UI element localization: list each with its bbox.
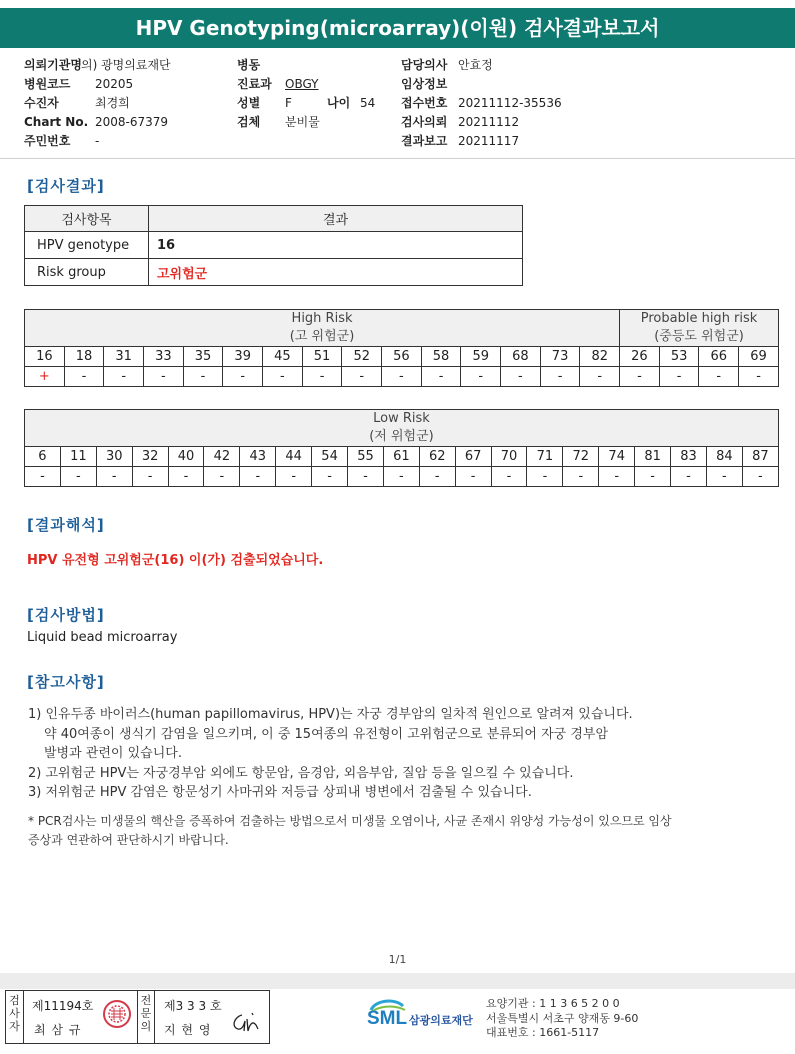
info-label: 임상정보 [401,77,448,91]
label-char: 전 [140,994,152,1007]
tester-license: 제11194호 [32,999,94,1013]
info-label: 성별 [237,96,261,110]
section-title-result: [검사결과] [27,177,105,195]
genotype-result-cell: - [455,467,491,487]
genotype-result-cell: + [25,367,65,387]
risk-group-header-row [25,310,779,347]
genotype-result-cell: - [739,367,779,387]
specialist-label [137,991,155,1043]
genotype-cell: 66 [699,347,739,367]
info-value: 20205 [95,77,134,91]
genotype-row [25,447,779,467]
result-item: HPV genotype [25,232,149,259]
genotype-cell: 70 [491,447,527,467]
low-risk-genotype-table [24,409,779,487]
genotype-result-cell: - [204,467,240,487]
genotype-cell: 54 [312,447,348,467]
genotype-cell: 53 [659,347,699,367]
genotype-result-cell: - [419,467,455,487]
header-result: 결과 [149,206,523,232]
genotype-result-cell: - [168,467,204,487]
genotype-cell: 43 [240,447,276,467]
sml-logo-text: SML [367,1008,408,1029]
genotype-cell: 18 [64,347,104,367]
info-value: 안효정 [458,58,493,72]
sml-logo [365,996,485,1036]
genotype-result-cell: - [64,367,104,387]
genotype-result-cell: - [25,467,61,487]
genotype-result-cell: - [461,367,501,387]
genotype-cell: 58 [421,347,461,367]
genotype-cell: 82 [580,347,620,367]
genotype-cell: 74 [599,447,635,467]
probable-high-risk-subtitle: (중등도 위험군) [654,329,744,344]
genotype-cell: 62 [419,447,455,467]
high-risk-subtitle: (고 위험군) [289,329,355,344]
page-number: 1/1 [388,953,407,966]
genotype-cell: 40 [168,447,204,467]
genotype-row [25,347,779,367]
info-value: 의) 광명의료재단 [81,58,171,72]
label-char: 문 [140,1007,152,1020]
label-char: 검 [9,994,20,1007]
genotype-result-cell: - [183,367,223,387]
age-label: 나이 [327,96,351,110]
note-line: 1) 인유두종 바이러스(human papillomavirus, HPV)는 자궁 경부암의 일차적 원인으로 알려져 있습니다. [28,707,633,722]
note-line: 2) 고위험군 HPV는 자궁경부암 외에도 항문암, 음경암, 외음부암, 질암 등을 일으킬 수 있습니다. [28,765,574,781]
info-column-2 [237,56,375,132]
label-char: 의 [140,1020,152,1033]
info-column-1 [24,56,171,151]
info-label: 병동 [237,58,261,72]
org-code: 요양기관 : 1 1 3 6 5 2 0 0 [486,997,620,1010]
info-value: 최경희 [95,96,130,110]
genotype-cell: 45 [263,347,303,367]
genotype-cell: 69 [739,347,779,367]
result-table [24,205,523,286]
info-value: 20211112 [458,115,520,129]
genotype-cell: 26 [620,347,660,367]
result-item: Risk group [25,259,149,286]
method-text: Liquid bead microarray [27,630,178,645]
genotype-cell: 87 [742,447,778,467]
genotype-result-cell: - [302,367,342,387]
genotype-cell: 71 [527,447,563,467]
genotype-cell: 81 [635,447,671,467]
header-item: 검사항목 [25,206,149,232]
info-label: 병원코드 [24,77,71,91]
genotype-result-cell: - [742,467,778,487]
info-label: 진료과 [237,77,272,91]
info-label: 결과보고 [401,134,448,148]
info-row-patient [24,94,171,113]
high-risk-header [25,310,620,347]
genotype-result-cell: - [540,367,580,387]
genotype-result-cell: - [240,467,276,487]
note-line: 약 40여종이 생식기 감염을 일으키며, 이 중 15여종의 유전형이 고위험군으로 분류되어 자궁 경부암 [44,726,609,742]
genotype-cell: 32 [132,447,168,467]
genotype-result-cell: - [699,367,739,387]
info-label: 검체 [237,115,261,129]
genotype-cell: 39 [223,347,263,367]
interpretation-text: HPV 유전형 고위험군(16) 이(가) 검출되었습니다. [27,553,324,568]
genotype-cell: 52 [342,347,382,367]
genotype-result-cell: - [276,467,312,487]
info-row-doctor [401,56,562,75]
genotype-result-cell: - [223,367,263,387]
info-value: F [285,96,292,110]
low-risk-header [25,410,779,447]
info-row-resident-no [24,132,171,151]
info-row-hospital-code [24,75,171,94]
info-label: 접수번호 [401,96,448,110]
genotype-result-cell: - [60,467,96,487]
divider [0,158,795,159]
low-risk-title: Low Risk [373,411,430,426]
genotype-result-row [25,467,779,487]
info-row-report-date [401,132,562,151]
genotype-cell: 31 [104,347,144,367]
info-label: 검사의뢰 [401,115,448,129]
info-row-clinical [401,75,562,94]
notes-block [28,705,633,803]
high-risk-genotype-table [24,309,779,387]
genotype-cell: 61 [383,447,419,467]
table-row [25,232,523,259]
note-line: 발병과 관련이 있습니다. [44,746,182,761]
footnote-line: 증상과 연관하여 판단하시기 바랍니다. [28,833,229,847]
genotype-result-cell: - [599,467,635,487]
label-char: 사 [9,1007,20,1020]
genotype-result-cell: - [263,367,303,387]
genotype-result-cell: - [312,467,348,487]
genotype-cell: 42 [204,447,240,467]
tester-name: 최 삼 규 [34,1023,82,1037]
specialist-license: 제3 3 3 호 [164,999,222,1013]
info-row-specimen [237,113,375,132]
genotype-cell: 73 [540,347,580,367]
result-table-header [25,206,523,232]
genotype-cell: 72 [563,447,599,467]
low-risk-subtitle: (저 위험군) [369,429,434,444]
note-line: 3) 저위험군 HPV 감염은 항문성기 사마귀와 저등급 상피내 병변에서 검출될 수 있습니다. [28,785,532,800]
info-value: - [95,134,100,148]
genotype-cell: 35 [183,347,223,367]
probable-high-risk-title: Probable high risk [640,311,758,326]
genotype-result-cell: - [563,467,599,487]
info-row-request-date [401,113,562,132]
footnote-line: * PCR검사는 미생물의 핵산을 증폭하여 검출하는 방법으로서 미생물 오염이나, 사균 존재시 위양성 가능성이 있으므로 임상 [28,814,672,828]
genotype-result-cell: - [342,367,382,387]
genotype-result-cell: - [491,467,527,487]
info-value: OBGY [285,77,319,91]
section-title-interpretation: [결과해석] [27,516,105,534]
genotype-cell: 55 [348,447,384,467]
signature-icon [228,1009,262,1035]
signature-box [5,990,270,1044]
genotype-cell: 68 [501,347,541,367]
probable-high-risk-header [620,310,779,347]
info-column-3 [401,56,562,151]
org-info [486,997,638,1041]
genotype-result-cell: - [96,467,132,487]
org-phone: 대표번호 : 1661-5117 [486,1026,600,1039]
footer-band [0,973,795,989]
info-label: Chart No. [24,115,89,129]
genotype-cell: 16 [25,347,65,367]
info-row-institution [24,56,171,75]
report-title: HPV Genotyping(microarray)(이원) 검사결과보고서 [0,8,795,48]
genotype-result-cell: - [580,367,620,387]
genotype-result-cell: - [659,367,699,387]
genotype-result-cell: - [144,367,184,387]
genotype-result-cell: - [132,467,168,487]
info-row-ward [237,56,375,75]
genotype-cell: 84 [706,447,742,467]
tester-label [6,991,24,1043]
info-row-sex-age [237,94,375,113]
result-value: 16 [149,232,523,259]
pcr-footnote [28,812,672,850]
genotype-cell: 83 [671,447,707,467]
specialist-name: 지 현 영 [164,1023,212,1037]
genotype-result-cell: - [635,467,671,487]
org-address: 서울특별시 서초구 양재동 9-60 [486,1011,639,1025]
info-row-department [237,75,375,94]
high-risk-title: High Risk [291,311,353,326]
genotype-cell: 44 [276,447,312,467]
genotype-result-cell: - [383,467,419,487]
genotype-result-cell: - [421,367,461,387]
info-value: 2008-67379 [95,115,169,129]
genotype-cell: 33 [144,347,184,367]
genotype-cell: 67 [455,447,491,467]
age-value: 54 [360,96,376,110]
info-label: 주민번호 [24,134,71,148]
genotype-result-row [25,367,779,387]
genotype-result-cell: - [501,367,541,387]
genotype-cell: 30 [96,447,132,467]
seal-stamp-icon [102,999,132,1029]
genotype-result-cell: - [382,367,422,387]
genotype-result-cell: - [527,467,563,487]
info-value: 20211112-35536 [458,96,562,110]
info-value: 분비물 [285,115,320,129]
genotype-cell: 56 [382,347,422,367]
genotype-result-cell: - [706,467,742,487]
genotype-cell: 11 [60,447,96,467]
genotype-cell: 59 [461,347,501,367]
info-row-chart-no [24,113,171,132]
info-value: 20211117 [458,134,520,148]
info-label: 수진자 [24,96,59,110]
table-row [25,259,523,286]
risk-group-header-row [25,410,779,447]
genotype-cell: 51 [302,347,342,367]
section-title-method: [검사방법] [27,606,105,624]
info-row-receipt-no [401,94,562,113]
info-label: 담당의사 [401,58,448,72]
info-label: 의뢰기관명 [24,58,82,72]
genotype-result-cell: - [620,367,660,387]
genotype-result-cell: - [104,367,144,387]
label-char: 자 [9,1020,20,1033]
genotype-result-cell: - [348,467,384,487]
result-value: 고위험군 [149,259,523,286]
section-title-notes: [참고사항] [27,673,105,691]
genotype-cell: 6 [25,447,61,467]
genotype-result-cell: - [671,467,707,487]
org-name: 삼광의료재단 [409,1014,473,1027]
